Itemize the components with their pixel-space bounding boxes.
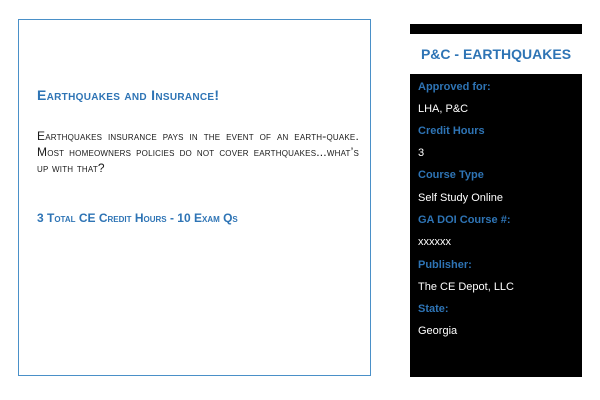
publisher-label: Publisher: [418, 259, 472, 271]
course-details-title: P&C - EARTHQUAKES [420, 46, 572, 62]
course-type-value: Self Study Online [418, 192, 503, 204]
publisher-value: The CE Depot, LLC [418, 281, 514, 293]
course-description-card [18, 19, 371, 376]
approved-for-label: Approved for: [418, 81, 491, 93]
state-label: State: [418, 303, 449, 315]
course-details-header [410, 34, 582, 74]
state-value: Georgia [418, 325, 458, 337]
credit-hours-value: 3 [418, 147, 425, 159]
doi-course-number-label: GA DOI Course #: [418, 214, 511, 226]
course-description: Earthquakes insurance pays in the event of an earth-quake. Most homeowners policies do not cover earthquakes...what’s up with that? [37, 129, 359, 175]
course-title: Earthquakes and Insurance! [37, 87, 220, 103]
doi-course-number-value: xxxxxx [418, 236, 451, 248]
approved-for-value: LHA, P&C [418, 103, 469, 115]
course-details-panel [410, 24, 582, 377]
credit-hours-summary: 3 Total CE Credit Hours - 10 Exam Qs [37, 211, 238, 225]
course-type-label: Course Type [418, 169, 484, 181]
credit-hours-label: Credit Hours [418, 125, 485, 137]
